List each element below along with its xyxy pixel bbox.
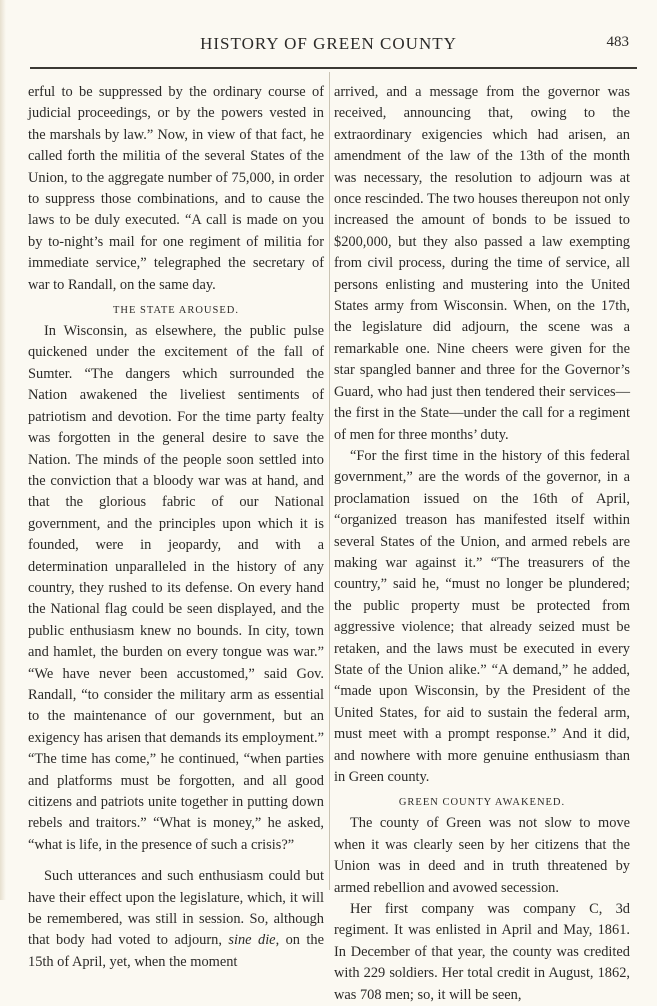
left-column: [28, 82, 324, 973]
page-number: 483: [606, 34, 629, 50]
paragraph: Her first company was company C, 3d regiment. It was enlisted in April and May, 1861. In December of that year, the county was credited with 229 soldiers. Her total credit in August, 1862, was 708 men; so, it will be seen,: [334, 901, 630, 1003]
binding-edge: [0, 0, 6, 900]
section-heading-green-county-awakened: GREEN COUNTY AWAKENED.: [398, 797, 566, 809]
header-rule: [30, 67, 637, 69]
paragraph: erful to be suppressed by the ordinary course of judicial proceedings, or by the powers vested in the marshals by law.” Now, in view of that fact, he called forth the militia of the several States of the Union, to the aggregate number of 75,000, in order to suppress those combinations, and to cause the laws to be duly executed. “A call is made on you by to-night’s mail for one regiment of militia for immediate service,” telegraphed the secretary of war to Randall, on the same day.: [28, 84, 324, 293]
paragraph-text: , on the 15th of April, yet, when the moment: [28, 932, 324, 970]
column-divider: [329, 72, 330, 890]
right-column: [334, 82, 630, 1006]
paragraph: The county of Green was not slow to move when it was clearly seen by her citizens that the Union was in deed and in truth threatened by armed rebellion and avowed secession.: [334, 815, 630, 896]
italic-term: sine die: [228, 932, 276, 949]
paragraph: In Wisconsin, as elsewhere, the public pulse quickened under the excitement of the fall of Sumter. “The dangers which surrounded the Nation awakened the liveliest sentiments of patriotism and devotion. For the time party fealty was forgotten in the general desire to save the Nation. The minds of the people soon settled into the conviction that a bloody war was at hand, and that the glorious fabric of our National government, and the principles upon which it is founded, were in jeopardy, and with a determination unparalleled in the history of any country, they rushed to its defense. On every hand the National flag could be seen displayed, and the public enthusiasm knew no bounds. In city, town and hamlet, the burden on every tongue was war.” “We have never been accustomed,” said Gov. Randall, “to consider the military arm as essential to the maintenance of our government, but an exigency has arisen that demands its employment.” “The time has come,” he continued, “when parties and platforms must be forgotten, and all good citizens and patriots unite together in putting down rebels and traitors.” “What is money,” he asked, “what is life, in the presence of such a crisis?”: [28, 323, 324, 853]
section-heading-state-aroused: THE STATE AROUSED.: [113, 305, 239, 317]
paragraph: arrived, and a message from the governor was received, announcing that, owing to the extraordinary exigencies which had arisen, an amendment of the law of the 13th of the month was necessary, the resolution to adjourn was at once rescinded. The two houses thereupon not only increased the amount of bonds to be issued to $200,000, but they also passed a law exempting from civil process, during the time of service, all persons enlisting and mustering into the United States army from Wisconsin. When, on the 17th, the legislature did adjourn, the scene was a remarkable one. Nine cheers were given for the star spangled banner and three for the Governor’s Guard, who had just then tendered their services—the first in the State—under the call for a regiment of men for three months’ duty.: [334, 84, 630, 443]
running-head-title: HISTORY OF GREEN COUNTY: [200, 34, 457, 53]
paragraph: “For the first time in the history of this federal government,” are the words of the governor, in a proclamation issued on the 16th of April, “organized treason has manifested itself within several States of the Union, and armed rebels are making war against it.” “The treasurers of the country,” said he, “must no longer be plundered; the public property must be protected from aggressive violence; that already seized must be retaken, and the laws must be executed in every State of the Union alike.” “A demand,” he added, “made upon Wisconsin, by the President of the United States, for aid to sustain the federal arm, must meet with a prompt response.” And it did, and nowhere with more genuine enthusiasm than in Green county.: [334, 447, 630, 785]
paragraph-text: Such utterances and such enthusiasm could but have their effect upon the legislature, which, it will be remembered, was still in session. So, although that body had voted to adjourn,: [28, 868, 324, 949]
paragraph: [28, 866, 324, 973]
